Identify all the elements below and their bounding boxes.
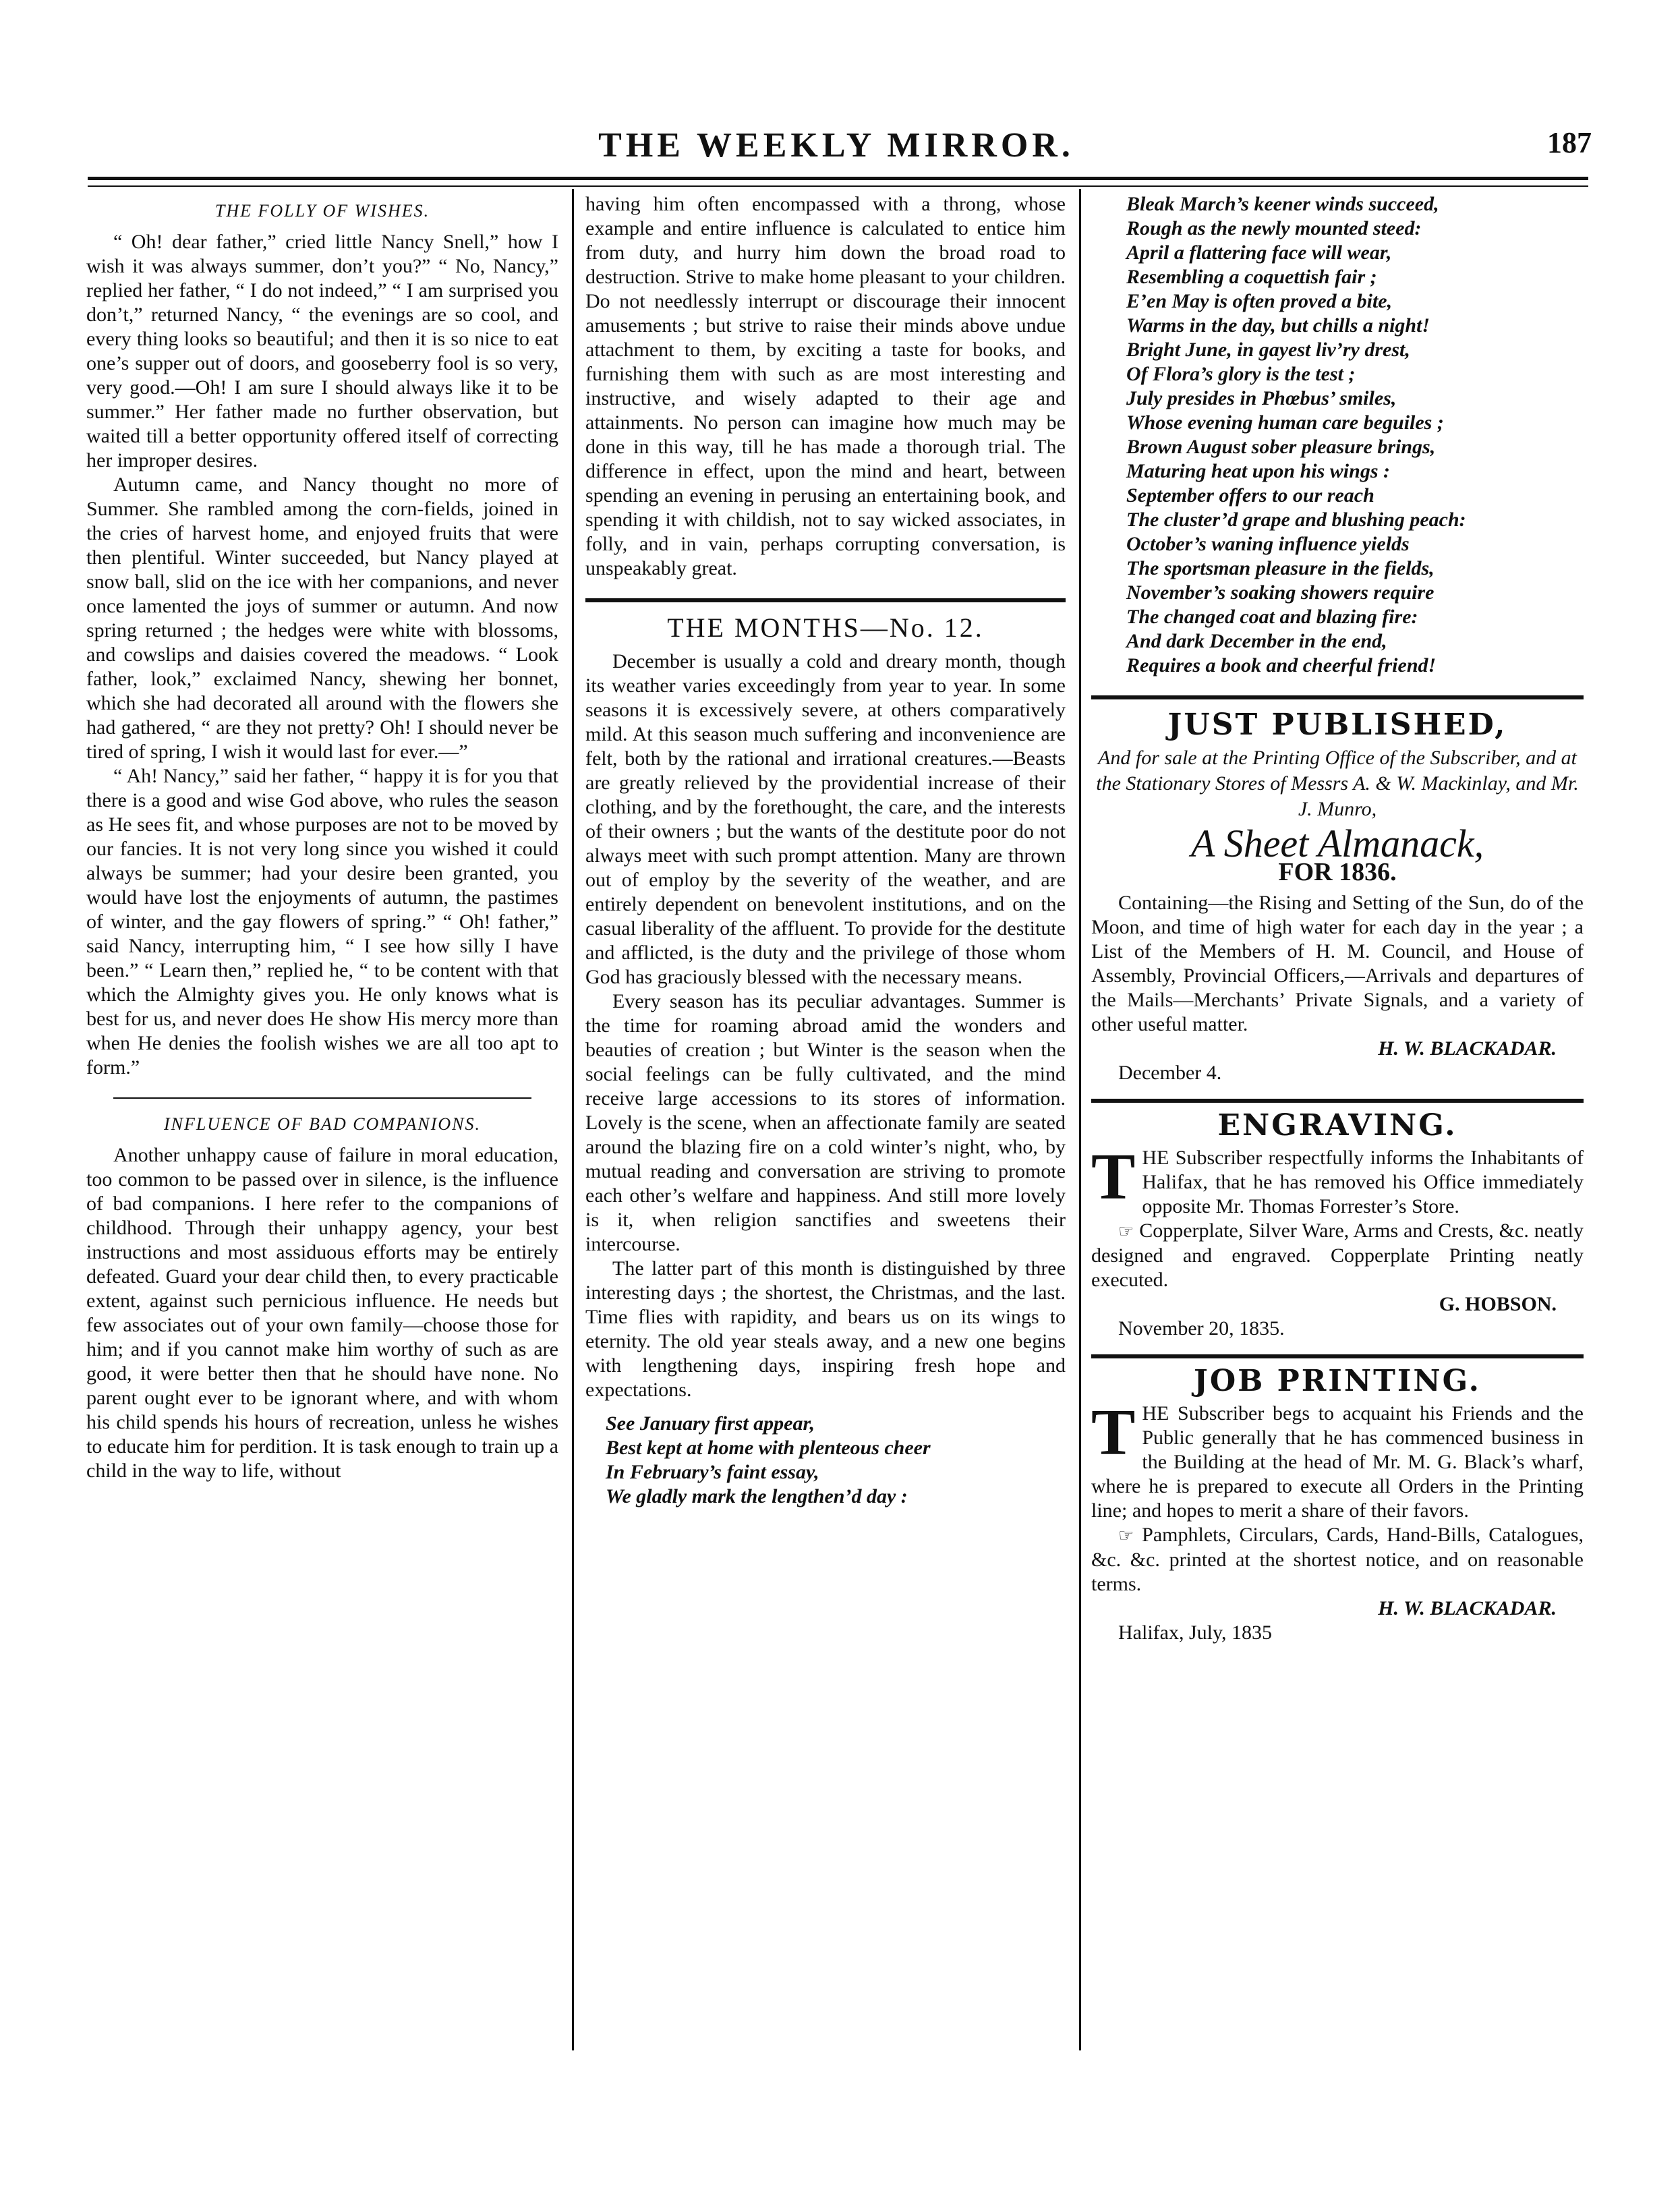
drop-cap: T	[1091, 1396, 1136, 1469]
ad-heading: JUST PUBLISHED,	[1167, 708, 1507, 742]
article-paragraph: “ Oh! dear father,” cried little Nancy Snell,” how I wish it was always summer, don’t you?” “ No, Nancy,” replied her father, “ I do not indeed,” “ I am surprised you don’t,” returned Nancy, “ the evenings are so cool, and every thing looks so beautiful; and then it is so nice to eat one’s supper out of doors, and gooseberry fool is so very, very good.—Oh! I am sure I should always like it to be summer.” Her father made no further observation, but waited till a better opportunity offered itself of correcting her improper desires.	[86, 231, 558, 471]
page-number: 187	[1547, 126, 1592, 159]
advertisement-almanack	[1091, 708, 1584, 1085]
section-divider	[1091, 1099, 1584, 1103]
masthead	[88, 125, 1592, 173]
poem-line: E’en May is often proved a bite,	[1126, 290, 1393, 312]
ad-signature: H. W. BLACKADAR.	[1378, 1037, 1557, 1060]
poem-line: Rough as the newly mounted steed:	[1126, 217, 1422, 239]
article-paragraph: “ Ah! Nancy,” said her father, “ happy it is for you that there is a good and wise God above, who rules the season as He sees fit, and whose purposes are not to be moved by our fancies. It is not very long since you wished it could always be summer; had your desire been granted, you would have lost the enjoyments of autumn, the pastimes of winter, and the gay flowers of spring.” “ Oh! father,” said Nancy, interrupting him, “ I see how silly I have been.” “ Learn then,” replied he, “ to be content with that which the Almighty gives you. He only knows what is best for us, and never does He show His mercy more than when He denies the foolish wishes we are all too apt to form.”	[86, 765, 558, 1078]
column-1	[86, 192, 558, 1483]
poem-line: The changed coat and blazing fire:	[1126, 606, 1418, 628]
poem-line: Requires a book and cheerful friend!	[1126, 654, 1437, 677]
article-heading: THE FOLLY OF WISHES.	[214, 201, 430, 221]
section-divider	[113, 1097, 531, 1099]
poem-line: Of Flora’s glory is the test ;	[1126, 363, 1356, 385]
poem-line: Whose evening human care beguiles ;	[1126, 411, 1444, 434]
poem-line: Maturing heat upon his wings :	[1126, 460, 1390, 482]
article-paragraph: December is usually a cold and dreary month, though its weather varies exceedingly from year to year. In some seasons it is excessively severe, at others comparatively mild. At this season much suffering and inconvenience are felt, both by the rational and irrational creatures.—Beasts are greatly relieved by the providential increase of their clothing, and by the forethought, the care, and the interests of their owners ; but the wants of the destitute poor do not always meet with such prompt attention. Many are thrown out of employ by the severity of the weather, and are entirely dependent on benevolent institutions, and on the casual liberality of the affluent. To provide for the destitute and afflicted, is the duty and the privilege of those whom God has graciously blessed with the necessary means.	[585, 650, 1066, 988]
ad-body: Pamphlets, Circulars, Cards, Hand-Bills, Catalogues, &c. &c. printed at the shortest notice, and on reasonable terms.	[1091, 1524, 1584, 1595]
ad-body: Copperplate, Silver Ware, Arms and Crests, &c. neatly designed and engraved. Copperplate Printing neatly executed.	[1091, 1219, 1584, 1291]
poem-line: October’s waning influence yields	[1126, 533, 1410, 555]
poem-line: April a flattering face will wear,	[1126, 241, 1392, 264]
ad-signature: H. W. BLACKADAR.	[1378, 1597, 1557, 1619]
column-3	[1091, 192, 1584, 1645]
poem-line: Bleak March’s keener winds succeed,	[1126, 193, 1439, 215]
poem-line: Bright June, in gayest liv’ry drest,	[1126, 339, 1410, 361]
ad-year: FOR 1836.	[1278, 858, 1397, 886]
ad-heading: ENGRAVING.	[1217, 1108, 1457, 1143]
ad-date: Halifax, July, 1835	[1118, 1621, 1273, 1644]
ad-heading: JOB PRINTING.	[1194, 1364, 1481, 1398]
ad-body: HE Subscriber respectfully informs the Inhabitants of Halifax, that he has removed his Office immediately opposite Mr. Thomas Forrester’s Store.	[1142, 1147, 1584, 1217]
section-divider	[1091, 695, 1584, 699]
pointing-hand-icon: ☞	[1118, 1221, 1134, 1241]
ad-subheading: And for sale at the Printing Office of the Subscriber, and at the Stationary Stores of Messrs A. & W. Mackinlay, and Mr. J. Munro,	[1096, 747, 1579, 820]
poem-line: The cluster’d grape and blushing peach:	[1126, 509, 1466, 531]
poem-line: We gladly mark the lengthen’d day :	[606, 1485, 908, 1507]
column-rule	[1079, 189, 1081, 2050]
article-paragraph: Autumn came, and Nancy thought no more of Summer. She rambled among the corn-fields, joined in the cries of harvest home, and enjoyed fruits that were then plentiful. Winter succeeded, but Nancy played at snow ball, slid on the ice with her companions, and never once lamented the joys of summer or autumn. And now spring returned ; the hedges were white with blossoms, and cowslips and daisies covered the meadows. “ Look father, look,” exclaimed Nancy, shewing her bonnet, which she had decorated all around with the flowers she had gathered, “ are they not pretty? Oh! I should never be tired of spring, I wish it would last for ever.—”	[86, 473, 558, 763]
poem	[585, 1412, 1066, 1509]
ad-body: HE Subscriber begs to acquaint his Friends and the Public generally that he has commenced business in the Building at the head of Mr. M. G. Black’s wharf, where he is prepared to execute all Orders in the Printing line; and hopes to merit a share of their favors.	[1091, 1402, 1584, 1522]
article-paragraph: having him often encompassed with a throng, whose example and entire influence is calculated to entice him from duty, and hurry him down the broad road to destruction. Strive to make home pleasant to your children. Do not needlessly interrupt or discourage their innocent amusements ; but strive to raise their minds above undue attachment to them, by exciting a taste for books, and furnishing them with such as are most interesting and instructive, and wisely adapted to their age and attainments. No person can imagine how much may be done in this way, till he has made a thorough trial. The difference in effect, upon the mind and heart, between spending an evening in perusing an entertaining book, and spending it with childish, not to say wicked associates, in folly, and in vain, perhaps corrupting conversation, is unspeakably great.	[585, 193, 1066, 579]
poem-line: September offers to our reach	[1126, 484, 1374, 507]
poem-line: See January first appear,	[606, 1412, 815, 1435]
ad-title: A Sheet Almanack,	[1190, 822, 1484, 865]
article-paragraph: Another unhappy cause of failure in moral education, too common to be passed over in silence, is the influence of bad companions. I here refer to the companions of childhood. Through their unhappy agency, your best instructions and most assiduous efforts may be entirely defeated. Guard your dear child then, to every practicable extent, against such pernicious influence. He needs but few associates out of your own family—choose those for him; and if you cannot make him worthy of such as are good, it were better then that he should have none. No parent ought ever to be ignorant where, and with whom his child spends his hours of recreation, unless he wishes to educate him for perdition. It is task enough to train up a child in the way to life, without	[86, 1144, 558, 1482]
advertisement-job-printing	[1091, 1364, 1584, 1645]
article-paragraph: Every season has its peculiar advantages. Summer is the time for roaming abroad amid the wonders and beauties of creation ; but Winter is the season when the social feelings can be fully cultivated, and the mind receive large accessions to its stores of information. Lovely is the scene, when an affectionate family are seated around the blazing fire on a cold winter’s night, who, by mutual reading and conversation are striving to promote each other’s welfare and happiness. And still more lovely is it, when religion sanctifies and sweetens their intercourse.	[585, 990, 1066, 1255]
article-heading: THE MONTHS—No. 12.	[667, 612, 984, 643]
ad-date: November 20, 1835.	[1118, 1317, 1285, 1340]
ad-signature: G. HOBSON.	[1439, 1293, 1557, 1315]
newspaper-title: THE WEEKLY MIRROR.	[598, 126, 1074, 165]
article-paragraph: The latter part of this month is distinguished by three interesting days ; the shortest, the Christmas, and the last. Time flies with rapidity, and bears us on its wings to eternity. The old year steals away, and a new one begins with lengthening days, inspiring fresh hope and expectations.	[585, 1257, 1066, 1401]
poem-line: November’s soaking showers require	[1126, 581, 1435, 604]
masthead-rule	[88, 177, 1588, 187]
drop-cap: T	[1091, 1141, 1136, 1213]
poem-line: July presides in Phœbus’ smiles,	[1126, 387, 1397, 409]
poem-line: Warms in the day, but chills a night!	[1126, 314, 1430, 337]
poem	[1091, 192, 1584, 678]
poem-line: And dark December in the end,	[1126, 630, 1387, 652]
section-divider	[1091, 1354, 1584, 1358]
poem-line: Brown August sober pleasure brings,	[1126, 436, 1436, 458]
ad-date: December 4.	[1118, 1062, 1222, 1084]
poem-line: Resembling a coquettish fair ;	[1126, 266, 1377, 288]
poem-line: The sportsman pleasure in the fields,	[1126, 557, 1435, 579]
column-2	[585, 192, 1066, 1509]
poem-line: Best kept at home with plenteous cheer	[606, 1437, 931, 1459]
advertisement-engraving	[1091, 1108, 1584, 1341]
column-rule	[572, 189, 574, 2050]
poem-line: In February’s faint essay,	[606, 1461, 819, 1483]
ad-body: Containing—the Rising and Setting of the Sun, do of the Moon, and time of high water for each day in the year ; a List of the Members of H. M. Council, and House of Assembly, Provincial Officers,—Arrivals and departures of the Mails—Merchants’ Private Signals, and a variety of other useful matter.	[1091, 892, 1584, 1035]
section-divider	[585, 598, 1066, 602]
pointing-hand-icon: ☞	[1118, 1526, 1134, 1545]
article-heading: INFLUENCE OF BAD COMPANIONS.	[163, 1114, 482, 1134]
